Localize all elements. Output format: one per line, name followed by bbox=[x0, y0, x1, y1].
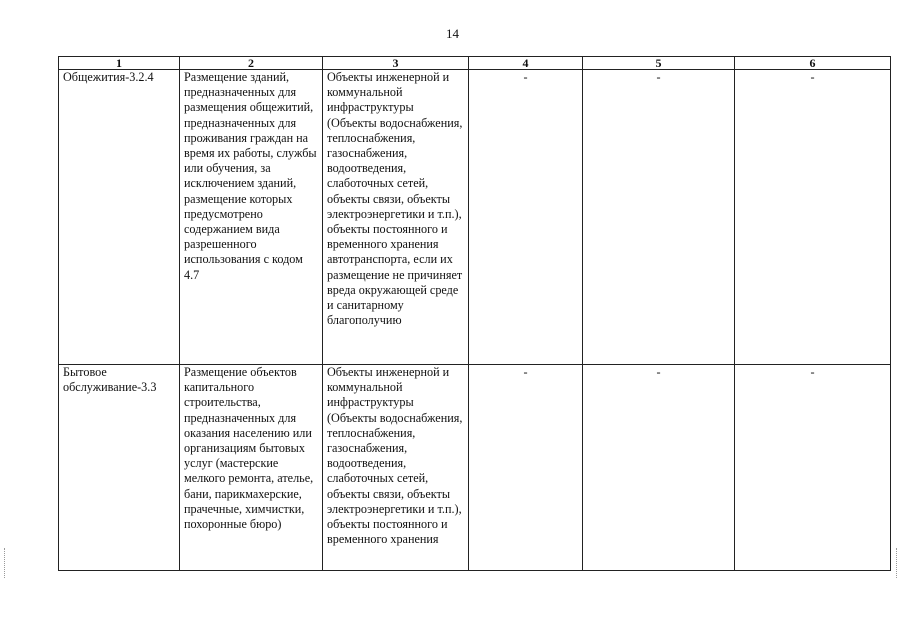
column-header: 6 bbox=[735, 57, 891, 70]
table-row bbox=[59, 365, 891, 571]
land-use-table bbox=[58, 56, 891, 571]
use-description-cell: Размещение объектов капитального строительства, предназначенных для оказания населению или организациям бытовых услуг (мастерские мелкого ремонта, ателье, бани, парикмахерские, прачечные, химчистки, похоронные бюро) bbox=[180, 365, 323, 571]
column-header: 4 bbox=[469, 57, 583, 70]
table-header-row bbox=[59, 57, 891, 70]
scan-edge-mark bbox=[896, 548, 899, 578]
table-row bbox=[59, 70, 891, 365]
scan-edge-mark bbox=[4, 548, 7, 578]
dash-cell: - bbox=[583, 365, 735, 571]
dash-cell: - bbox=[469, 70, 583, 365]
use-description-cell: Размещение зданий, предназначенных для размещения общежитий, предназначенных для проживания граждан на время их работы, службы или обучения, за исключением зданий, размещение которых предусмотрено содержанием вида разрешенного использования с кодом 4.7 bbox=[180, 70, 323, 365]
dash-cell: - bbox=[583, 70, 735, 365]
column-header: 1 bbox=[59, 57, 180, 70]
use-type-cell: Бытовое обслуживание-3.3 bbox=[59, 365, 180, 571]
use-type-cell: Общежития-3.2.4 bbox=[59, 70, 180, 365]
dash-cell: - bbox=[735, 365, 891, 571]
dash-cell: - bbox=[469, 365, 583, 571]
dash-cell: - bbox=[735, 70, 891, 365]
page-number: 14 bbox=[446, 26, 459, 41]
auxiliary-objects-cell: Объекты инженерной и коммунальной инфраструктуры (Объекты водоснабжения, теплоснабжения, газоснабжения, водоотведения, слаботочных сетей, объекты связи, объекты электроэнергетики и т.п.), объекты постоянного и временного хранения bbox=[323, 365, 469, 571]
auxiliary-objects-cell: Объекты инженерной и коммунальной инфраструктуры (Объекты водоснабжения, теплоснабжения, газоснабжения, водоотведения, слаботочных сетей, объекты связи, объекты электроэнергетики и т.п.), объекты постоянного и временного хранения автотранспорта, если их размещение не причиняет вреда окружающей среде и санитарному благополучию bbox=[323, 70, 469, 365]
column-header: 3 bbox=[323, 57, 469, 70]
column-header: 5 bbox=[583, 57, 735, 70]
column-header: 2 bbox=[180, 57, 323, 70]
